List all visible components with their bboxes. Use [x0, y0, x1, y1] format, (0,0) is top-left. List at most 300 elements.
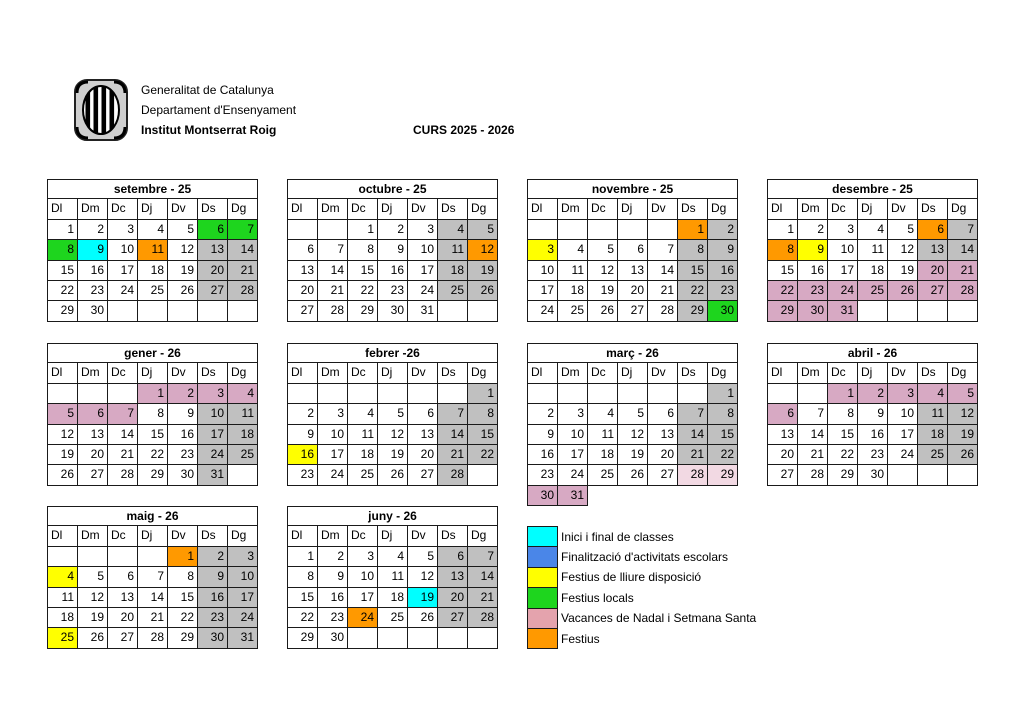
day-cell: 25	[918, 445, 948, 465]
weekday-header: Dm	[798, 363, 828, 383]
weekday-header: Dj	[618, 199, 648, 219]
weekday-header-row	[287, 526, 498, 546]
day-cell: 13	[767, 425, 798, 445]
month-grid	[527, 179, 738, 322]
day-cell: 22	[767, 281, 798, 301]
weekday-header: Dc	[588, 199, 618, 219]
week-row	[767, 240, 978, 260]
empty-cell	[558, 384, 588, 404]
day-cell: 19	[168, 261, 198, 281]
day-cell: 31	[198, 465, 228, 485]
day-cell: 23	[78, 281, 108, 301]
day-cell: 14	[798, 425, 828, 445]
week-row	[767, 404, 978, 424]
weekday-header: Dc	[828, 363, 858, 383]
day-cell: 24	[318, 465, 348, 485]
weekday-header-row	[767, 363, 978, 383]
day-cell: 16	[318, 588, 348, 608]
day-cell: 28	[438, 465, 468, 485]
day-cell: 21	[678, 445, 708, 465]
day-cell: 1	[138, 384, 168, 404]
day-cell: 28	[108, 465, 138, 485]
day-cell: 21	[438, 445, 468, 465]
weekday-header: Dv	[888, 199, 918, 219]
day-cell: 11	[228, 404, 258, 424]
day-cell: 15	[708, 425, 738, 445]
day-cell: 16	[798, 261, 828, 281]
day-cell: 21	[138, 608, 168, 628]
weekday-header-row	[47, 199, 258, 219]
day-cell: 13	[287, 261, 318, 281]
day-cell: 12	[378, 425, 408, 445]
day-cell: 18	[138, 261, 168, 281]
empty-cell	[888, 465, 918, 485]
day-cell: 1	[767, 220, 798, 240]
day-cell: 30	[527, 486, 558, 506]
weekday-header: Ds	[198, 526, 228, 546]
day-cell: 5	[888, 220, 918, 240]
week-row	[527, 465, 738, 485]
weekday-header: Dg	[708, 363, 738, 383]
empty-cell	[948, 301, 978, 321]
day-cell: 3	[558, 404, 588, 424]
department-name: Departament d'Ensenyament	[141, 103, 297, 117]
month-title: novembre - 25	[527, 179, 738, 199]
day-cell: 28	[468, 608, 498, 628]
legend-label: Festius locals	[561, 590, 634, 605]
legend-swatch	[527, 608, 558, 629]
weekday-header: Dv	[168, 526, 198, 546]
day-cell: 30	[858, 465, 888, 485]
weekday-header: Dv	[168, 199, 198, 219]
day-cell: 14	[948, 240, 978, 260]
day-cell: 20	[648, 445, 678, 465]
weekday-header: Dm	[78, 199, 108, 219]
day-cell: 6	[438, 547, 468, 567]
week-row	[767, 301, 978, 321]
day-cell: 11	[858, 240, 888, 260]
day-cell: 23	[798, 281, 828, 301]
day-cell: 5	[948, 384, 978, 404]
empty-cell	[138, 547, 168, 567]
empty-cell	[588, 220, 618, 240]
month-title: maig - 26	[47, 506, 258, 526]
day-cell: 6	[408, 404, 438, 424]
day-cell: 12	[47, 425, 78, 445]
day-cell: 29	[828, 465, 858, 485]
day-cell: 14	[648, 261, 678, 281]
day-cell: 27	[198, 281, 228, 301]
day-cell: 11	[47, 588, 78, 608]
week-row	[527, 404, 738, 424]
weekday-header: Dj	[138, 526, 168, 546]
weekday-header: Dv	[648, 199, 678, 219]
day-cell: 19	[408, 588, 438, 608]
weekday-header: Dc	[108, 526, 138, 546]
month-title: gener - 26	[47, 343, 258, 363]
weekday-header: Dl	[47, 526, 78, 546]
day-cell: 28	[138, 628, 168, 648]
weekday-header: Dl	[287, 526, 318, 546]
week-row	[287, 608, 498, 628]
empty-cell	[287, 220, 318, 240]
day-cell: 16	[168, 425, 198, 445]
empty-cell	[918, 465, 948, 485]
month-grid	[47, 506, 258, 649]
day-cell: 14	[138, 588, 168, 608]
week-row	[287, 567, 498, 587]
day-cell: 23	[378, 281, 408, 301]
legend-label: Vacances de Nadal i Setmana Santa	[561, 611, 757, 626]
empty-cell	[228, 301, 258, 321]
weekday-header: Dm	[78, 363, 108, 383]
day-cell: 5	[168, 220, 198, 240]
day-cell: 17	[108, 261, 138, 281]
empty-cell	[438, 384, 468, 404]
day-cell: 8	[287, 567, 318, 587]
weekday-header-row	[767, 199, 978, 219]
day-cell: 5	[588, 240, 618, 260]
week-row	[47, 445, 258, 465]
day-cell: 15	[348, 261, 378, 281]
day-cell: 30	[78, 301, 108, 321]
weekday-header: Dc	[588, 363, 618, 383]
day-cell: 31	[558, 486, 588, 506]
day-cell: 20	[287, 281, 318, 301]
legend-swatch	[527, 587, 558, 608]
day-cell: 26	[378, 465, 408, 485]
day-cell: 8	[708, 404, 738, 424]
day-cell: 27	[648, 465, 678, 485]
day-cell: 25	[378, 608, 408, 628]
day-cell: 31	[828, 301, 858, 321]
day-cell: 2	[378, 220, 408, 240]
day-cell: 19	[618, 445, 648, 465]
month-title: desembre - 25	[767, 179, 978, 199]
day-cell: 16	[527, 445, 558, 465]
weekday-header: Dv	[648, 363, 678, 383]
week-row	[767, 445, 978, 465]
day-cell: 2	[198, 547, 228, 567]
week-row	[47, 281, 258, 301]
day-cell: 22	[287, 608, 318, 628]
weekday-header: Dc	[108, 363, 138, 383]
day-cell: 15	[47, 261, 78, 281]
day-cell: 4	[228, 384, 258, 404]
day-cell: 28	[648, 301, 678, 321]
empty-cell	[527, 384, 558, 404]
weekday-header: Dg	[228, 363, 258, 383]
day-cell: 30	[198, 628, 228, 648]
day-cell: 20	[438, 588, 468, 608]
day-cell: 18	[378, 588, 408, 608]
day-cell: 16	[287, 445, 318, 465]
legend-label: Finalització d'activitats escolars	[561, 550, 729, 565]
empty-cell	[348, 384, 378, 404]
day-cell: 1	[828, 384, 858, 404]
day-cell: 30	[798, 301, 828, 321]
day-cell: 22	[708, 445, 738, 465]
day-cell: 29	[678, 301, 708, 321]
day-cell: 11	[918, 404, 948, 424]
empty-cell	[408, 384, 438, 404]
day-cell: 30	[378, 301, 408, 321]
day-cell: 23	[858, 445, 888, 465]
day-cell: 16	[708, 261, 738, 281]
empty-cell	[348, 628, 378, 648]
empty-cell	[468, 628, 498, 648]
month-grid	[287, 343, 498, 486]
day-cell: 18	[47, 608, 78, 628]
day-cell: 13	[198, 240, 228, 260]
week-row	[47, 384, 258, 404]
org-name: Generalitat de Catalunya	[141, 83, 274, 97]
day-cell: 7	[438, 404, 468, 424]
day-cell: 9	[78, 240, 108, 260]
day-cell: 16	[858, 425, 888, 445]
day-cell: 3	[318, 404, 348, 424]
day-cell: 8	[47, 240, 78, 260]
day-cell: 14	[468, 567, 498, 587]
empty-cell	[468, 465, 498, 485]
day-cell: 8	[828, 404, 858, 424]
week-row	[527, 384, 738, 404]
day-cell: 4	[138, 220, 168, 240]
day-cell: 6	[198, 220, 228, 240]
day-cell: 26	[408, 608, 438, 628]
day-cell: 7	[648, 240, 678, 260]
day-cell: 28	[678, 465, 708, 485]
month-grid	[527, 343, 738, 506]
day-cell: 3	[348, 547, 378, 567]
day-cell: 2	[708, 220, 738, 240]
day-cell: 9	[198, 567, 228, 587]
empty-cell	[888, 301, 918, 321]
month-grid	[767, 179, 978, 322]
week-row	[287, 220, 498, 240]
week-row	[47, 425, 258, 445]
day-cell: 28	[228, 281, 258, 301]
week-row	[287, 240, 498, 260]
day-cell: 23	[287, 465, 318, 485]
weekday-header: Dj	[138, 363, 168, 383]
day-cell: 26	[948, 445, 978, 465]
weekday-header: Ds	[198, 363, 228, 383]
day-cell: 18	[918, 425, 948, 445]
day-cell: 14	[228, 240, 258, 260]
weekday-header: Dc	[348, 526, 378, 546]
day-cell: 27	[438, 608, 468, 628]
day-cell: 11	[438, 240, 468, 260]
day-cell: 20	[78, 445, 108, 465]
day-cell: 20	[767, 445, 798, 465]
day-cell: 25	[558, 301, 588, 321]
day-cell: 25	[138, 281, 168, 301]
legend-swatch	[527, 567, 558, 588]
day-cell: 3	[408, 220, 438, 240]
day-cell: 27	[408, 465, 438, 485]
day-cell: 10	[318, 425, 348, 445]
day-cell: 21	[318, 281, 348, 301]
day-cell: 7	[678, 404, 708, 424]
day-cell: 12	[948, 404, 978, 424]
day-cell: 7	[948, 220, 978, 240]
day-cell: 18	[858, 261, 888, 281]
day-cell: 6	[767, 404, 798, 424]
day-cell: 4	[47, 567, 78, 587]
week-row	[287, 261, 498, 281]
day-cell: 13	[78, 425, 108, 445]
day-cell: 21	[798, 445, 828, 465]
month-title: març - 26	[527, 343, 738, 363]
month-grid	[47, 343, 258, 486]
day-cell: 20	[918, 261, 948, 281]
day-cell: 3	[228, 547, 258, 567]
empty-cell	[47, 547, 78, 567]
empty-cell	[858, 301, 888, 321]
week-row	[767, 384, 978, 404]
weekday-header: Dg	[468, 526, 498, 546]
day-cell: 22	[678, 281, 708, 301]
day-cell: 3	[108, 220, 138, 240]
day-cell: 21	[648, 281, 678, 301]
week-row	[287, 281, 498, 301]
day-cell: 17	[198, 425, 228, 445]
day-cell: 3	[888, 384, 918, 404]
day-cell: 7	[468, 547, 498, 567]
weekday-header-row	[287, 199, 498, 219]
weekday-header: Dg	[228, 199, 258, 219]
week-row	[287, 465, 498, 485]
day-cell: 12	[408, 567, 438, 587]
empty-cell	[558, 220, 588, 240]
week-row	[527, 261, 738, 281]
empty-cell	[798, 384, 828, 404]
empty-cell	[378, 628, 408, 648]
week-row	[47, 220, 258, 240]
week-row	[767, 425, 978, 445]
weekday-header: Dc	[348, 199, 378, 219]
day-cell: 7	[798, 404, 828, 424]
day-cell: 29	[47, 301, 78, 321]
week-row	[527, 445, 738, 465]
empty-cell	[588, 384, 618, 404]
week-row	[47, 240, 258, 260]
day-cell: 5	[378, 404, 408, 424]
day-cell: 10	[348, 567, 378, 587]
day-cell: 28	[318, 301, 348, 321]
weekday-header: Dm	[318, 526, 348, 546]
day-cell: 17	[558, 445, 588, 465]
day-cell: 5	[47, 404, 78, 424]
day-cell: 25	[348, 465, 378, 485]
empty-cell	[438, 628, 468, 648]
generalitat-logo	[74, 79, 128, 141]
weekday-header-row	[527, 363, 738, 383]
day-cell: 6	[918, 220, 948, 240]
day-cell: 17	[348, 588, 378, 608]
day-cell: 23	[527, 465, 558, 485]
day-cell: 10	[108, 240, 138, 260]
week-row	[47, 547, 258, 567]
day-cell: 27	[767, 465, 798, 485]
day-cell: 13	[438, 567, 468, 587]
week-row	[47, 404, 258, 424]
empty-cell	[108, 301, 138, 321]
week-row	[767, 465, 978, 485]
day-cell: 22	[138, 445, 168, 465]
empty-cell	[948, 465, 978, 485]
weekday-header: Dm	[78, 526, 108, 546]
weekday-header: Dm	[558, 199, 588, 219]
day-cell: 4	[588, 404, 618, 424]
empty-cell	[618, 220, 648, 240]
weekday-header: Dm	[798, 199, 828, 219]
month-grid	[47, 179, 258, 322]
day-cell: 30	[318, 628, 348, 648]
day-cell: 25	[228, 445, 258, 465]
day-cell: 27	[618, 301, 648, 321]
day-cell: 20	[108, 608, 138, 628]
weekday-header-row	[47, 526, 258, 546]
day-cell: 23	[168, 445, 198, 465]
month-title: octubre - 25	[287, 179, 498, 199]
weekday-header: Ds	[918, 363, 948, 383]
weekday-header: Dg	[948, 199, 978, 219]
legend-item	[527, 587, 634, 608]
day-cell: 1	[348, 220, 378, 240]
day-cell: 3	[198, 384, 228, 404]
empty-cell	[618, 384, 648, 404]
day-cell: 7	[138, 567, 168, 587]
day-cell: 14	[108, 425, 138, 445]
day-cell: 21	[228, 261, 258, 281]
day-cell: 24	[888, 445, 918, 465]
day-cell: 19	[888, 261, 918, 281]
day-cell: 3	[527, 240, 558, 260]
day-cell: 6	[78, 404, 108, 424]
day-cell: 1	[168, 547, 198, 567]
empty-cell	[678, 384, 708, 404]
empty-cell	[108, 547, 138, 567]
day-cell: 26	[618, 465, 648, 485]
day-cell: 30	[168, 465, 198, 485]
day-cell: 8	[348, 240, 378, 260]
day-cell: 9	[287, 425, 318, 445]
day-cell: 25	[47, 628, 78, 648]
day-cell: 30	[708, 301, 738, 321]
day-cell: 31	[228, 628, 258, 648]
week-row	[287, 425, 498, 445]
empty-cell	[767, 384, 798, 404]
day-cell: 7	[318, 240, 348, 260]
legend-item	[527, 567, 701, 588]
day-cell: 17	[527, 281, 558, 301]
empty-cell	[78, 384, 108, 404]
weekday-header: Dl	[287, 363, 318, 383]
legend-swatch	[527, 546, 558, 567]
day-cell: 26	[888, 281, 918, 301]
weekday-header-row	[287, 363, 498, 383]
day-cell: 19	[378, 445, 408, 465]
day-cell: 24	[408, 281, 438, 301]
day-cell: 19	[468, 261, 498, 281]
day-cell: 14	[678, 425, 708, 445]
school-name: Institut Montserrat Roig	[141, 123, 277, 137]
weekday-header: Dl	[527, 199, 558, 219]
empty-cell	[138, 301, 168, 321]
weekday-header: Dv	[888, 363, 918, 383]
